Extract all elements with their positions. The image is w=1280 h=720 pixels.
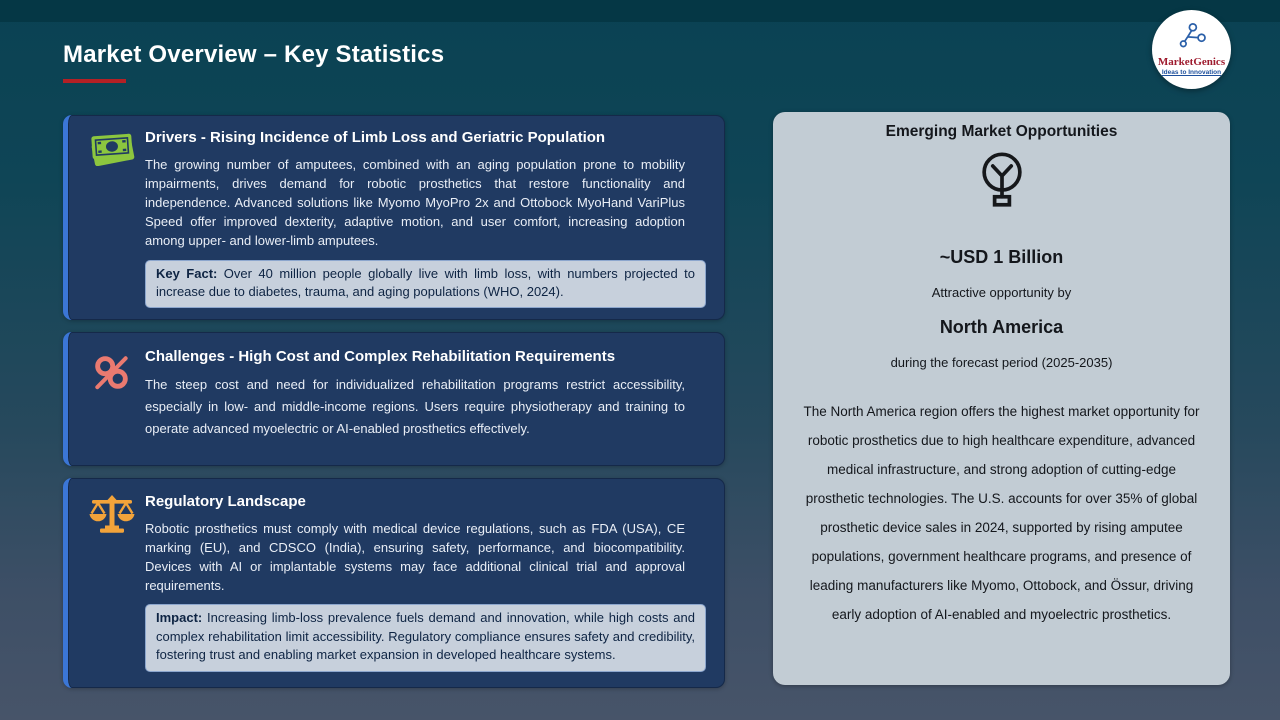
opportunity-subtitle: Attractive opportunity by [931, 285, 1072, 300]
broken-link-icon [88, 352, 136, 394]
opportunity-region: North America [939, 317, 1064, 337]
molecule-icon [1177, 23, 1207, 54]
opportunity-value: ~USD 1 Billion [939, 247, 1064, 267]
card-body: Robotic prosthetics must comply with medical device regulations, such as FDA (USA), CE marking (EU), and CDSCO (India), ensuring safety, performance, and biocompatibility. Devices with AI or implantable systems may face additional clinical trial and approval requirements. [145, 521, 685, 594]
balance-scale-icon [88, 494, 136, 536]
card-body: The steep cost and need for individualized rehabilitation programs restrict accessibility, especially in low- and middle-income regions. Users require physiotherapy and training to operate advanced myoelectric or AI-enabled prosthetics effectively. [145, 377, 685, 437]
brand-logo [1152, 10, 1231, 89]
logo-tagline-text: Ideas to Innovation [1161, 69, 1222, 76]
card-body: The growing number of amputees, combined with an aging population prone to mobility impairments, drives demand for robotic prosthetics that restore functionality and independence. Advanced solutions like Myomo MyoPro 2x and Ottobock MyoHand VariPlus Speed offer improved dexterity, adaptive motion, and user comfort, increasing adoption among upper- and lower-limb amputees. [145, 157, 685, 249]
card-title: Challenges - High Cost and Complex Rehabilitation Requirements [145, 348, 616, 365]
regulatory-card [63, 478, 725, 688]
banknote-icon [88, 130, 136, 166]
opportunity-panel-title: Emerging Market Opportunities [885, 123, 1118, 140]
opportunity-description: The North America region offers the highest market opportunity for robotic prosthetics due to high healthcare expenditure, advanced medical infrastructure, and strong adoption of cutting-edge prosthetic technologies. The U.S. accounts for over 35% of global prosthetic device sales in 2024, supported by rising amputee populations, government healthcare programs, and presence of leading manufacturers like Myomo, Ottobock, and Össur, driving early adoption of AI-enabled and myoelectric prosthetics. [803, 404, 1200, 622]
slide-header [63, 41, 444, 83]
challenges-card [63, 332, 725, 466]
impact-label: Impact: [156, 610, 203, 626]
opportunity-period: during the forecast period (2025-2035) [890, 355, 1113, 370]
logo-brand-text: MarketGenics [1157, 56, 1226, 68]
drivers-card [63, 115, 725, 320]
impact-box [145, 604, 706, 671]
title-underline [63, 79, 126, 83]
impact-text: Increasing limb-loss prevalence fuels demand and innovation, while high costs and complex rehabilitation limit accessibility. Regulatory compliance ensures safety and credibility, fostering trust and enabling market expansion in developed healthcare systems. [156, 610, 695, 663]
key-fact-text: Over 40 million people globally live with limb loss, with numbers projected to increase due to diabetes, trauma, and aging populations (WHO, 2024). [156, 265, 695, 299]
key-fact-box [145, 260, 706, 309]
card-title: Regulatory Landscape [145, 493, 306, 510]
key-fact-label: Key Fact: [156, 265, 218, 281]
top-strip [0, 0, 1280, 22]
card-title: Drivers - Rising Incidence of Limb Loss and Geriatric Population [145, 129, 606, 146]
lightbulb-icon [773, 150, 1230, 219]
opportunity-panel [773, 112, 1230, 685]
page-title: Market Overview – Key Statistics [63, 41, 445, 68]
